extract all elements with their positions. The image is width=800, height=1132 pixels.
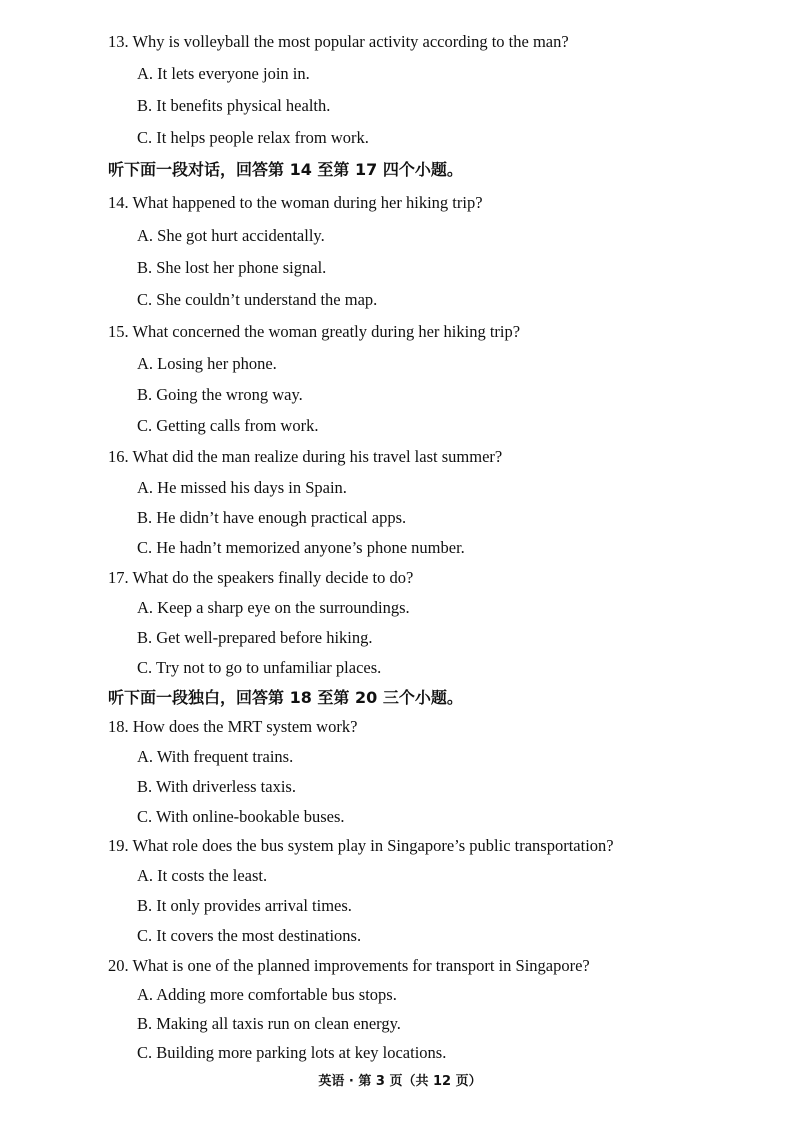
question-16-stem bbox=[108, 446, 502, 468]
question-13-option-b: B. It benefits physical health. bbox=[137, 96, 331, 115]
question-19-option-b: B. It only provides arrival times. bbox=[137, 896, 352, 915]
question-number: 19. bbox=[108, 836, 129, 855]
question-19-option-a: A. It costs the least. bbox=[137, 866, 268, 885]
question-14-option-a: A. She got hurt accidentally. bbox=[137, 226, 325, 245]
question-text: What concerned the woman greatly during her hiking trip? bbox=[132, 322, 521, 341]
question-16-option-b: B. He didn’t have enough practical apps. bbox=[137, 508, 407, 527]
question-17-option-a: A. Keep a sharp eye on the surroundings. bbox=[137, 598, 410, 617]
question-number: 17. bbox=[108, 568, 129, 587]
question-18-option-a: A. With frequent trains. bbox=[137, 747, 294, 766]
question-14-option-b: B. She lost her phone signal. bbox=[137, 258, 327, 277]
question-15-option-c: C. Getting calls from work. bbox=[137, 416, 319, 435]
question-text: What do the speakers finally decide to do? bbox=[132, 568, 414, 587]
question-text: What happened to the woman during her hiking trip? bbox=[132, 193, 483, 212]
question-number: 13. bbox=[108, 32, 129, 51]
question-text: What is one of the planned improvements for transport in Singapore? bbox=[132, 956, 590, 975]
question-number: 14. bbox=[108, 193, 129, 212]
question-15-stem bbox=[108, 321, 520, 343]
question-14-stem bbox=[108, 192, 483, 214]
question-text: How does the MRT system work? bbox=[132, 717, 358, 736]
question-20-option-a: A. Adding more comfortable bus stops. bbox=[137, 985, 397, 1004]
question-13-stem bbox=[108, 31, 569, 53]
question-17-stem bbox=[108, 567, 413, 589]
question-18-stem bbox=[108, 716, 357, 738]
question-20-option-b: B. Making all taxis run on clean energy. bbox=[137, 1014, 401, 1033]
question-20-stem bbox=[108, 955, 590, 977]
question-18-option-b: B. With driverless taxis. bbox=[137, 777, 296, 796]
question-19-stem bbox=[108, 835, 614, 857]
question-text: Why is volleyball the most popular activity according to the man? bbox=[132, 32, 569, 51]
question-14-option-c: C. She couldn’t understand the map. bbox=[137, 290, 378, 309]
question-text: What did the man realize during his travel last summer? bbox=[132, 447, 503, 466]
page-footer: 英语 · 第 3 页（共 12 页） bbox=[318, 1074, 482, 1089]
section-instruction-18-20: 听下面一段独白，回答第 18 至第 20 三个小题。 bbox=[108, 688, 463, 707]
question-number: 16. bbox=[108, 447, 129, 466]
question-text: What role does the bus system play in Singapore’s public transportation? bbox=[132, 836, 614, 855]
question-number: 15. bbox=[108, 322, 129, 341]
question-15-option-b: B. Going the wrong way. bbox=[137, 385, 303, 404]
section-instruction-14-17: 听下面一段对话，回答第 14 至第 17 四个小题。 bbox=[108, 160, 463, 179]
question-13-option-c: C. It helps people relax from work. bbox=[137, 128, 369, 147]
question-17-option-c: C. Try not to go to unfamiliar places. bbox=[137, 658, 382, 677]
question-16-option-a: A. He missed his days in Spain. bbox=[137, 478, 347, 497]
question-19-option-c: C. It covers the most destinations. bbox=[137, 926, 362, 945]
question-20-option-c: C. Building more parking lots at key locations. bbox=[137, 1043, 447, 1062]
question-13-option-a: A. It lets everyone join in. bbox=[137, 64, 310, 83]
question-17-option-b: B. Get well-prepared before hiking. bbox=[137, 628, 373, 647]
question-16-option-c: C. He hadn’t memorized anyone’s phone number. bbox=[137, 538, 465, 557]
question-number: 18. bbox=[108, 717, 129, 736]
question-15-option-a: A. Losing her phone. bbox=[137, 354, 277, 373]
question-number: 20. bbox=[108, 956, 129, 975]
question-18-option-c: C. With online-bookable buses. bbox=[137, 807, 345, 826]
